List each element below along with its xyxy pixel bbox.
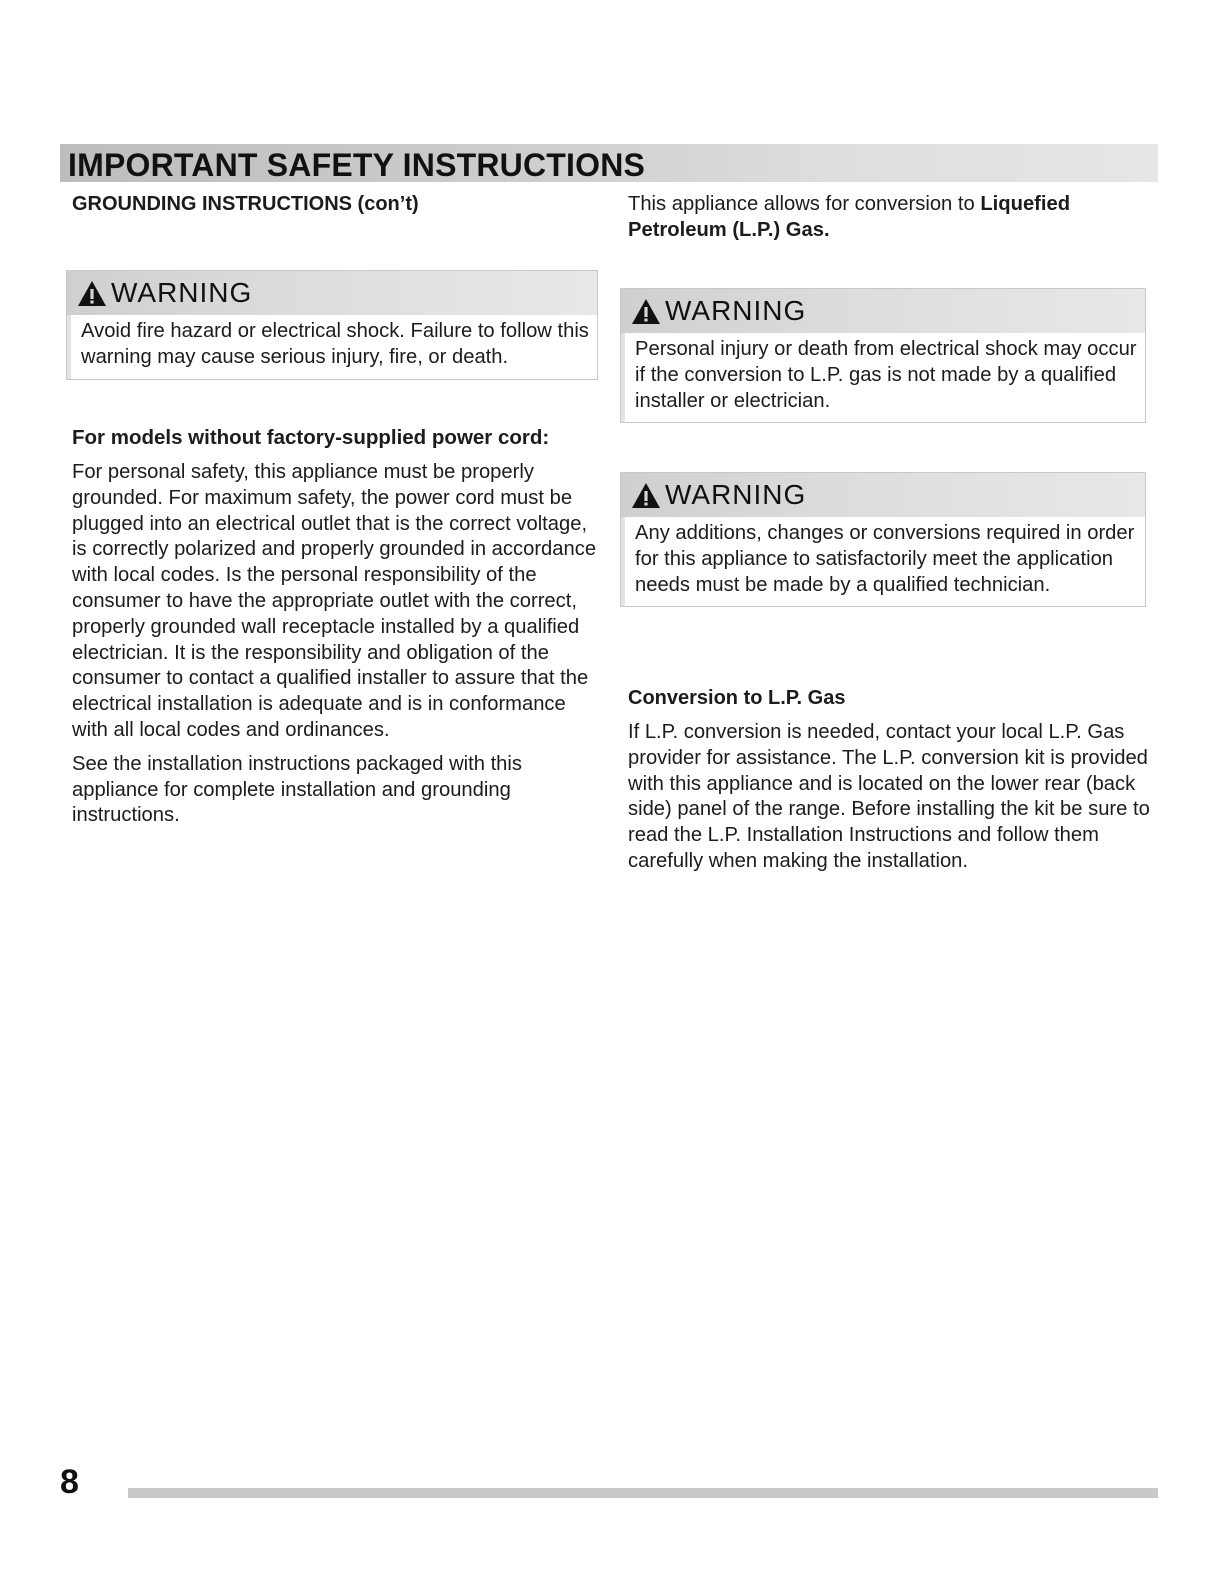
warning-text: Personal injury or death from electrical shock may occur if the conversion to L.P. gas is not made by a qualified installer or electrician. <box>621 333 1145 422</box>
conversion-text: If L.P. conversion is needed, contact your local L.P. Gas provider for assistance. The L.P. conversion kit is provided with this appliance and is located on the lower rear (back side) panel of the range. Before installing the kit be sure to read the L.P. Installation Instructions and follow them carefully when making the installation. <box>628 721 1150 872</box>
warning-triangle-icon <box>77 280 107 307</box>
warning-label: WARNING <box>665 479 807 510</box>
conversion-heading: Conversion to L.P. Gas <box>628 687 846 709</box>
footer-bar <box>128 1488 1158 1498</box>
warning-text: Avoid fire hazard or electrical shock. Failure to follow this warning may cause serious injury, fire, or death. <box>67 315 597 379</box>
page-title: IMPORTANT SAFETY INSTRUCTIONS <box>68 147 646 183</box>
conversion-intro <box>628 192 1158 244</box>
left-lower-section <box>72 426 602 829</box>
page-number: 8 <box>60 1463 79 1501</box>
conversion-section <box>628 686 1150 875</box>
warning-header <box>67 271 597 315</box>
warning-label: WARNING <box>665 295 807 326</box>
warning-triangle-icon <box>631 298 661 325</box>
right-column <box>628 192 1158 244</box>
grounding-paragraph: For personal safety, this appliance must be properly grounded. For maximum safety, the power cord must be plugged into an electrical outlet that is the correct voltage, is correctly polarized and properly grounded in accordance with local codes. Is the personal responsibility of the consumer to have the appropriate outlet with the correct, properly grounded wall receptacle installed by a qualified electrician. It is the responsibility and obligation of the consumer to contact a qualified installer to assure that the electrical installation is adequate and is in conformance with all local codes and ordinances. <box>72 461 597 741</box>
intro-text: This appliance allows for conversion to <box>628 193 981 215</box>
warning-box-shock <box>620 288 1146 423</box>
warning-box-fire <box>66 270 598 380</box>
warning-header <box>621 473 1145 517</box>
left-column <box>72 192 602 216</box>
warning-text: Any additions, changes or conversions required in order for this appliance to satisfactorily meet the application needs must be made by a qualified technician. <box>621 517 1145 606</box>
installation-paragraph: See the installation instructions packaged with this appliance for complete installation and grounding instructions. <box>72 752 522 827</box>
intro-bold-text: Liquefied Petroleum (L.P.) Gas. <box>628 193 1071 241</box>
warning-triangle-icon <box>631 482 661 509</box>
warning-header <box>621 289 1145 333</box>
warning-box-technician <box>620 472 1146 607</box>
title-bar <box>60 144 1158 182</box>
grounding-heading: GROUNDING INSTRUCTIONS (con’t) <box>72 193 419 215</box>
models-heading: For models without factory-supplied power cord: <box>72 426 550 449</box>
warning-label: WARNING <box>111 277 253 308</box>
